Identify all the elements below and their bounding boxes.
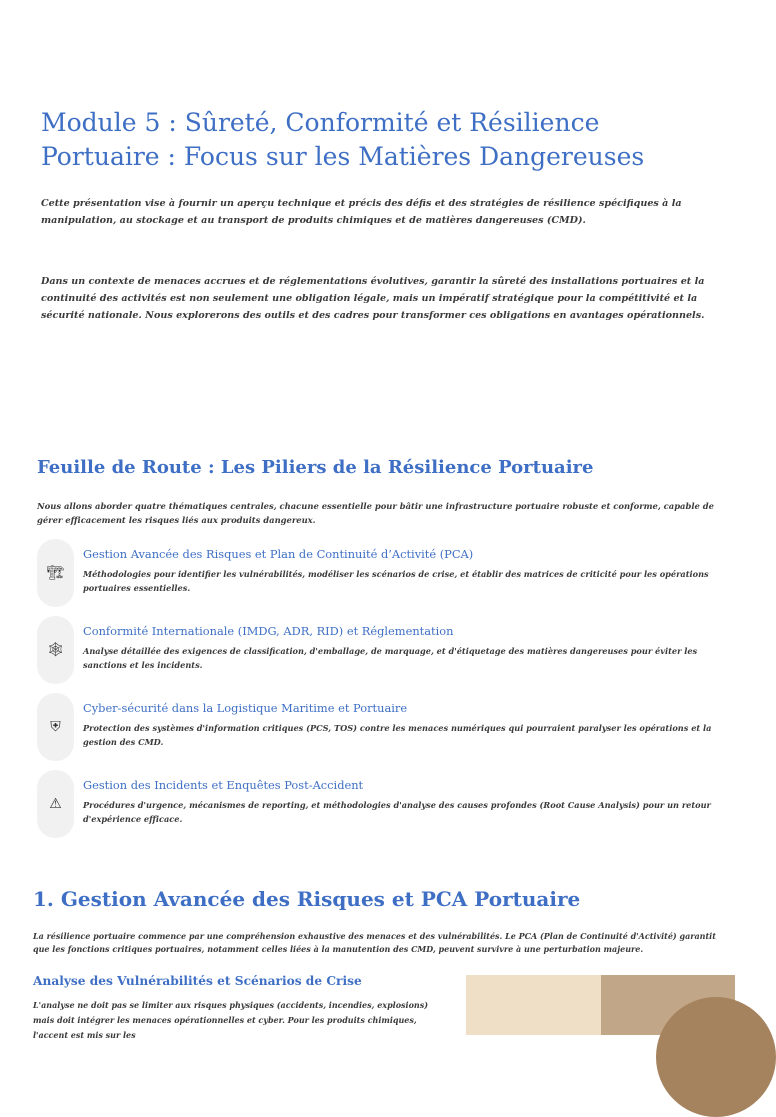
page-title: Module 5 : Sûreté, Conformité et Résilience Portuaire : Focus sur les Matières Dangereuses (41, 108, 645, 171)
roadmap-intro: Nous allons aborder quatre thématiques centrales, chacune essentielle pour bâtir une infrastructure portuaire robuste et conforme, capable de gérer efficacement les risques liés aux produits dangereux. (37, 501, 714, 525)
pillar-description: Procédures d'urgence, mécanismes de reporting, et méthodologies d'analyse des causes profondes (Root Cause Analysis) pour un retour d'expérience efficace. (83, 800, 711, 824)
pillar-item-compliance (37, 616, 737, 686)
section-body: L'analyse ne doit pas se limiter aux risques physiques (accidents, incendies, explosions) mais doit intégrer les menaces opérationnelles et cyber. Pour les produits chimiques, l'accent est mis sur les (33, 1000, 429, 1040)
pillar-item-risk-management (37, 539, 737, 609)
crane-icon: 🏗 (37, 539, 74, 607)
context-paragraph: Dans un contexte de menaces accrues et de réglementations évolutives, garantir la sûreté des installations portuaires et la continuité des activités est non seulement une obligation légale, mais un impératif stratégique pour la compétitivité et la sécurité nationale. Nous explorerons des outils et des cadres pour transformer ces obligations en avantages opérationnels. (41, 276, 705, 321)
pillar-description: Protection des systèmes d'information critiques (PCS, TOS) contre les menaces numériques qui pourraient paralyser les opérations et la gestion des CMD. (83, 723, 712, 747)
section-title: 1. Gestion Avancée des Risques et PCA Portuaire (33, 887, 581, 911)
pillar-description: Analyse détaillée des exigences de classification, d'emballage, de marquage, et d'étiquetage des matières dangereuses pour éviter les sanctions et les incidents. (83, 646, 698, 670)
shield-icon: ⛨ (37, 693, 74, 761)
pillar-item-cybersecurity (37, 693, 737, 763)
pillar-title: Gestion Avancée des Risques et Plan de Continuité d’Activité (PCA) (83, 547, 474, 561)
intro-paragraph: Cette présentation vise à fournir un aperçu technique et précis des défis et des stratégies de résilience spécifiques à la manipulation, au stockage et au transport de produits chimiques et de matières dangereuses (CMD). (41, 198, 682, 226)
pillar-item-incidents (37, 770, 737, 840)
pillar-title: Cyber-sécurité dans la Logistique Maritime et Portuaire (83, 701, 408, 715)
section-subtitle: Analyse des Vulnérabilités et Scénarios de Crise (33, 974, 362, 988)
investigator-icon: ⚠ (37, 770, 74, 838)
pillar-title: Conformité Internationale (IMDG, ADR, RID) et Réglementation (83, 624, 454, 638)
section-illustration (466, 975, 735, 1035)
pillar-title: Gestion des Incidents et Enquêtes Post-Accident (83, 778, 364, 792)
illustration-arc (656, 997, 776, 1117)
network-icon: 🕸 (37, 616, 74, 684)
pillar-description: Méthodologies pour identifier les vulnérabilités, modéliser les scénarios de crise, et établir des matrices de criticité pour les opérations portuaires essentielles. (83, 569, 709, 593)
roadmap-title: Feuille de Route : Les Piliers de la Résilience Portuaire (37, 457, 594, 478)
section-intro: La résilience portuaire commence par une compréhension exhaustive des menaces et des vulnérabilités. Le PCA (Plan de Continuité d'Activité) garantit que les fonctions critiques portuaires, notamment celles liées à la manutention des CMD, peuvent survivre à une perturbation majeure. (33, 931, 716, 954)
